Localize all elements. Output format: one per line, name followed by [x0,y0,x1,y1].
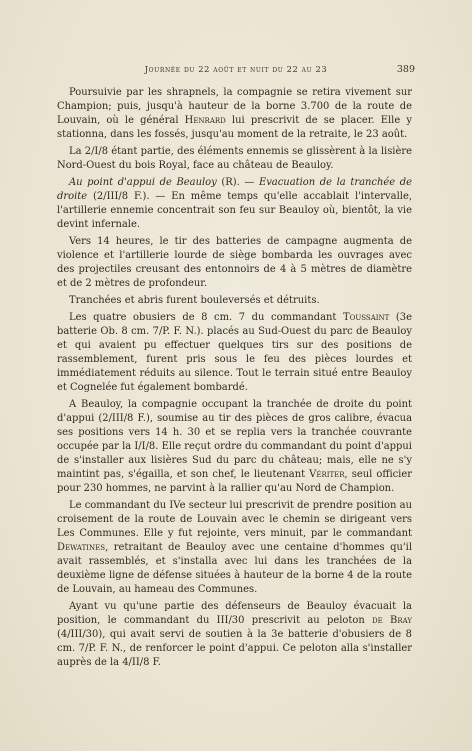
text-run: (3e batterie Ob. 8 cm. 7/P. F. N.). placés au Sud-Ouest du parc de Beauloy et qui avaient pu effectuer quelques tirs sur des positions de rassemblement, furent pris sous le feu des pièces lourdes et immédiatement réduits au silence. Tout le terrain situé entre Beauloy et Cognelée fut également bombardé. [57,312,412,393]
paragraph [57,499,412,597]
paragraph [57,600,412,670]
text-run: Les quatre obusiers de 8 cm. 7 du commandant [69,312,343,323]
text-run: A Beauloy, la compagnie occupant la tranchée de droite du point d'appui (2/III/8 F.), soumise au tir des pièces de gros calibre, évacua ses positions vers 14 h. 30 et se replia vers la tranchée couvrante occupée par la I/I/8. Elle reçut ordre du commandant du point d'appui de s'installer aux lisières Sud du parc du château; mais, elle ne s'y maintint pas, s'égailla, et son chef, le lieutenant [57,399,412,480]
paragraph [57,311,412,395]
paragraph [57,176,412,232]
text-run: (2/III/8 F.). — En même temps qu'elle accablait l'intervalle, l'artillerie ennemie concentrait son feu sur Beauloy où, bientôt, la vie devint infernale. [57,191,412,230]
text-run: Poursuivie par les shrapnels, la compagnie se retira vivement sur Champion; puis, jusqu'à hauteur de la borne 3.700 de la route de Louvain, où le général [57,87,412,126]
name-small-caps: Henrard [184,115,226,126]
name-small-caps: Vériter [309,469,345,480]
text-run: (4/III/30), qui avait servi de soutien à la 3e batterie d'obusiers de 8 cm. 7/P. F. N., de renforcer le point d'appui. Ce peloton alla s'installer auprès de la 4/II/8 F. [57,629,412,668]
text-run: (R). — [216,177,259,188]
text-run: , retraitant de Beauloy avec une centaine d'hommes qu'il avait rassemblés, et s'installa avec lui dans les tranchées de la deuxième ligne de défense situées à hauteur de la borne 4 de la route de Louvain, au hameau des Communes. [57,542,412,595]
paragraph [57,398,412,496]
paragraph [57,235,412,291]
name-small-caps: Toussaint [342,312,390,323]
paragraph [57,294,412,308]
text-run: lui prescrivit de se placer. Elle y stationna, dans les fossés, jusqu'au moment de la retraite, le 23 août. [57,115,412,140]
name-small-caps: de Bray [372,615,412,626]
running-title: Journée du 22 août et nuit du 22 au 23 [144,64,328,74]
text-run: Ayant vu qu'une partie des défenseurs de Beauloy évacuait la position, le commandant du III/30 prescrivit au peloton [57,601,412,626]
paragraph [57,86,412,142]
italic-text: Au point d'appui de Beauloy [69,177,217,188]
page-number: 389 [396,64,415,75]
body-text [57,86,412,673]
name-small-caps: Dewatines [57,542,106,553]
text-run: Le commandant du IVe secteur lui prescrivit de prendre position au croisement de la route de Louvain avec le chemin se dirigeant vers Les Communes. Elle y fut rejointe, vers minuit, par le commandant [57,500,412,539]
paragraph [57,145,412,173]
text-run: La 2/I/8 étant partie, des éléments ennemis se glissèrent à la lisière Nord-Ouest du bois Royal, face au château de Beauloy. [57,146,412,171]
italic-text: Evacuation de la tranchée de droite [57,177,412,202]
text-run: Tranchées et abris furent bouleversés et détruits. [69,295,320,306]
page-header [0,64,472,78]
text-run: Vers 14 heures, le tir des batteries de campagne augmenta de violence et l'artillerie lourde de siège bombarda les ouvrages avec des projectiles creusant des entonnoirs de 4 à 5 mètres de diamètre et de 2 mètres de profondeur. [57,236,412,289]
text-run: , seul officier pour 230 hommes, ne parvint à la rallier qu'au Nord de Champion. [57,469,412,494]
